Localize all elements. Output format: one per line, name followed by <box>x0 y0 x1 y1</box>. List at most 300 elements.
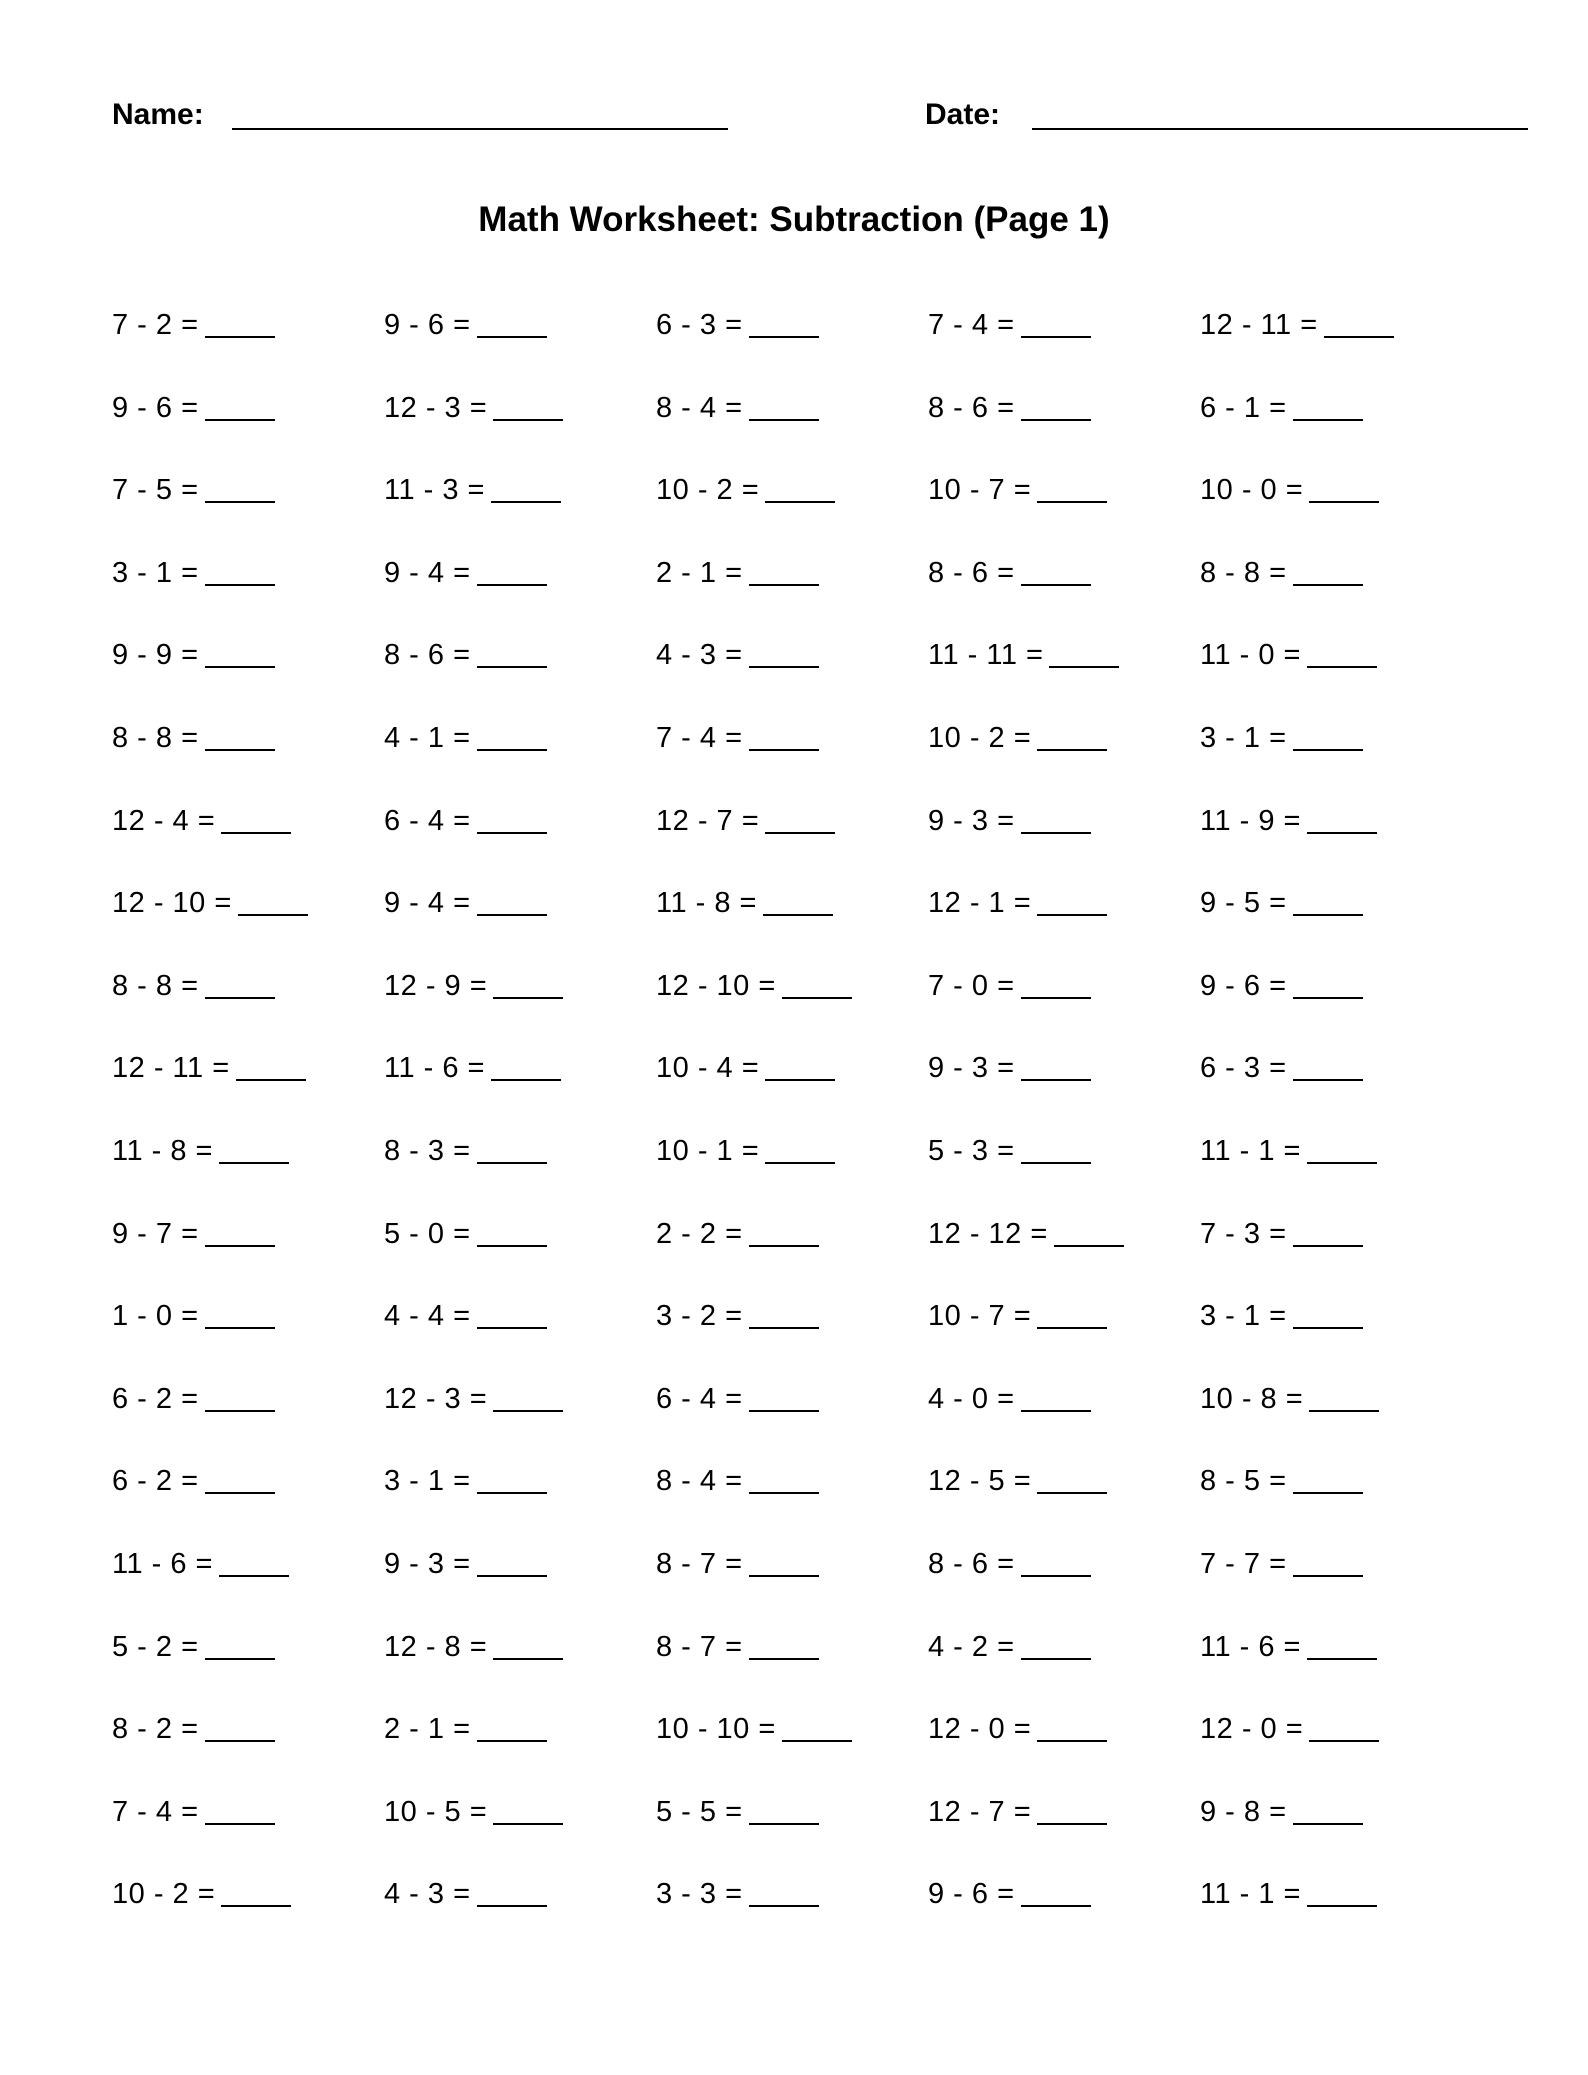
problem-expression: 11 - 0 = <box>1200 639 1301 672</box>
problem-item <box>928 1217 1200 1300</box>
problem-item <box>112 1217 384 1300</box>
answer-blank[interactable] <box>477 556 547 586</box>
problem-item <box>384 1547 656 1630</box>
problem-expression: 8 - 4 = <box>656 391 743 424</box>
problem-item <box>112 308 384 391</box>
problem-expression: 4 - 0 = <box>928 1382 1015 1415</box>
problem-item <box>384 1464 656 1547</box>
problem-item <box>384 1712 656 1795</box>
problem-expression: 5 - 3 = <box>928 1134 1015 1167</box>
problem-item <box>112 1134 384 1217</box>
answer-blank[interactable] <box>493 1795 563 1825</box>
problem-expression: 9 - 3 = <box>384 1547 471 1580</box>
answer-blank[interactable] <box>1037 721 1107 751</box>
answer-blank[interactable] <box>1307 638 1377 668</box>
answer-blank[interactable] <box>749 1299 819 1329</box>
problem-expression: 5 - 0 = <box>384 1217 471 1250</box>
problem-item <box>928 1630 1200 1713</box>
problem-expression: 9 - 6 = <box>1200 969 1287 1002</box>
problem-item <box>112 1382 384 1465</box>
problem-item <box>112 1712 384 1795</box>
problem-expression: 6 - 4 = <box>656 1382 743 1415</box>
problem-expression: 12 - 8 = <box>384 1630 488 1663</box>
problem-item <box>656 1712 928 1795</box>
problem-expression: 8 - 6 = <box>928 391 1015 424</box>
answer-blank[interactable] <box>493 391 563 421</box>
answer-blank[interactable] <box>1293 391 1363 421</box>
problem-item <box>384 638 656 721</box>
problem-item <box>384 556 656 639</box>
answer-blank[interactable] <box>749 721 819 751</box>
problem-expression: 12 - 0 = <box>928 1713 1032 1746</box>
answer-blank[interactable] <box>1037 1464 1107 1494</box>
problem-expression: 12 - 12 = <box>928 1217 1048 1250</box>
problem-expression: 8 - 8 = <box>1200 556 1287 589</box>
problem-expression: 11 - 11 = <box>928 639 1044 672</box>
problem-item <box>928 1299 1200 1382</box>
problem-item <box>928 556 1200 639</box>
problem-item <box>656 1630 928 1713</box>
problem-item <box>112 1630 384 1713</box>
problem-expression: 3 - 2 = <box>656 1300 743 1333</box>
answer-blank[interactable] <box>749 1877 819 1907</box>
problem-item <box>1200 1382 1472 1465</box>
answer-blank[interactable] <box>1307 1877 1377 1907</box>
answer-blank[interactable] <box>1021 1630 1091 1660</box>
answer-blank[interactable] <box>1021 556 1091 586</box>
answer-blank[interactable] <box>749 556 819 586</box>
problem-expression: 8 - 7 = <box>656 1547 743 1580</box>
problem-item <box>928 473 1200 556</box>
problem-expression: 12 - 5 = <box>928 1465 1032 1498</box>
problem-expression: 12 - 0 = <box>1200 1713 1304 1746</box>
problem-expression: 7 - 2 = <box>112 309 199 341</box>
page-title: Math Worksheet: Subtraction (Page 1) <box>478 200 1110 239</box>
name-label: Name: <box>112 98 204 131</box>
problem-item <box>656 1217 928 1300</box>
answer-blank[interactable] <box>1293 886 1363 916</box>
problem-item <box>656 1547 928 1630</box>
answer-blank[interactable] <box>205 308 275 338</box>
answer-blank[interactable] <box>749 1464 819 1494</box>
answer-blank[interactable] <box>763 886 833 916</box>
answer-blank[interactable] <box>1021 1134 1091 1164</box>
problem-expression: 12 - 7 = <box>656 804 760 837</box>
answer-blank[interactable] <box>1293 1547 1363 1577</box>
problem-item <box>1200 1630 1472 1713</box>
problem-item <box>384 1630 656 1713</box>
answer-blank[interactable] <box>749 1630 819 1660</box>
problem-item <box>656 1877 928 1960</box>
problem-expression: 10 - 4 = <box>656 1052 760 1085</box>
problem-expression: 4 - 3 = <box>384 1878 471 1911</box>
problem-expression: 9 - 3 = <box>928 1052 1015 1085</box>
problem-expression: 10 - 2 = <box>656 474 760 507</box>
answer-blank[interactable] <box>1293 1051 1363 1081</box>
problem-item <box>1200 1134 1472 1217</box>
problem-expression: 10 - 2 = <box>112 1878 216 1911</box>
answer-blank[interactable] <box>205 1217 275 1247</box>
problem-expression: 8 - 6 = <box>384 639 471 672</box>
problem-expression: 9 - 6 = <box>928 1878 1015 1911</box>
problem-item <box>1200 1051 1472 1134</box>
problem-item <box>112 969 384 1052</box>
answer-blank[interactable] <box>205 1795 275 1825</box>
answer-blank[interactable] <box>1324 308 1394 338</box>
problem-item <box>656 1051 928 1134</box>
problem-expression: 9 - 4 = <box>384 556 471 589</box>
problem-item <box>1200 1795 1472 1878</box>
problem-item <box>112 473 384 556</box>
problem-item <box>928 638 1200 721</box>
problem-expression: 5 - 5 = <box>656 1795 743 1828</box>
problem-expression: 11 - 8 = <box>656 887 757 920</box>
problem-expression: 6 - 2 = <box>112 1465 199 1498</box>
problem-expression: 7 - 3 = <box>1200 1217 1287 1250</box>
problem-expression: 3 - 1 = <box>384 1465 471 1498</box>
problem-expression: 10 - 1 = <box>656 1134 760 1167</box>
answer-blank[interactable] <box>1037 1299 1107 1329</box>
answer-blank[interactable] <box>1293 1299 1363 1329</box>
problem-expression: 6 - 1 = <box>1200 391 1287 424</box>
answer-blank[interactable] <box>1037 1795 1107 1825</box>
answer-blank[interactable] <box>221 804 291 834</box>
problem-item <box>112 1464 384 1547</box>
answer-blank[interactable] <box>782 969 852 999</box>
problem-expression: 12 - 10 = <box>656 969 776 1002</box>
answer-blank[interactable] <box>1021 391 1091 421</box>
answer-blank[interactable] <box>477 1134 547 1164</box>
problem-item <box>384 804 656 887</box>
problem-item <box>928 308 1200 391</box>
problem-item <box>656 1795 928 1878</box>
answer-blank[interactable] <box>1293 969 1363 999</box>
problem-expression: 6 - 4 = <box>384 804 471 837</box>
problem-expression: 8 - 8 = <box>112 969 199 1002</box>
answer-blank[interactable] <box>1021 1382 1091 1412</box>
problem-item <box>928 1464 1200 1547</box>
answer-blank[interactable] <box>477 1217 547 1247</box>
problem-item <box>928 391 1200 474</box>
answer-blank[interactable] <box>1021 1051 1091 1081</box>
answer-blank[interactable] <box>765 804 835 834</box>
answer-blank[interactable] <box>493 1630 563 1660</box>
problem-item <box>112 1299 384 1382</box>
answer-blank[interactable] <box>238 886 308 916</box>
problem-item <box>384 1217 656 1300</box>
problem-item <box>928 1547 1200 1630</box>
answer-blank[interactable] <box>205 638 275 668</box>
problem-expression: 4 - 4 = <box>384 1300 471 1333</box>
problem-expression: 1 - 0 = <box>112 1300 199 1333</box>
problem-item <box>928 1134 1200 1217</box>
problem-expression: 12 - 3 = <box>384 391 488 424</box>
answer-blank[interactable] <box>1037 473 1107 503</box>
problem-item <box>1200 1217 1472 1300</box>
problem-expression: 8 - 6 = <box>928 556 1015 589</box>
problem-grid <box>112 308 1472 1960</box>
problem-expression: 11 - 1 = <box>1200 1134 1301 1167</box>
answer-blank[interactable] <box>236 1051 306 1081</box>
problem-item <box>1200 308 1472 391</box>
answer-blank[interactable] <box>749 1217 819 1247</box>
answer-blank[interactable] <box>477 886 547 916</box>
answer-blank[interactable] <box>749 1547 819 1577</box>
answer-blank[interactable] <box>749 391 819 421</box>
problem-item <box>112 556 384 639</box>
problem-item <box>1200 969 1472 1052</box>
answer-blank[interactable] <box>1307 1630 1377 1660</box>
problem-item <box>656 886 928 969</box>
problem-item <box>656 1299 928 1382</box>
answer-blank[interactable] <box>491 473 561 503</box>
problem-item <box>928 1051 1200 1134</box>
answer-blank[interactable] <box>1307 804 1377 834</box>
problem-item <box>1200 886 1472 969</box>
answer-blank[interactable] <box>477 1299 547 1329</box>
problem-expression: 3 - 3 = <box>656 1878 743 1911</box>
problem-item <box>1200 638 1472 721</box>
answer-blank[interactable] <box>205 721 275 751</box>
problem-expression: 12 - 1 = <box>928 887 1032 920</box>
problem-item <box>928 1877 1200 1960</box>
problem-expression: 11 - 8 = <box>112 1134 213 1167</box>
problem-expression: 6 - 2 = <box>112 1382 199 1415</box>
answer-blank[interactable] <box>205 1630 275 1660</box>
problem-expression: 10 - 8 = <box>1200 1382 1304 1415</box>
problem-expression: 10 - 5 = <box>384 1795 488 1828</box>
problem-item <box>656 308 928 391</box>
problem-expression: 12 - 4 = <box>112 804 216 837</box>
problem-item <box>112 1547 384 1630</box>
problem-expression: 8 - 5 = <box>1200 1465 1287 1498</box>
problem-expression: 9 - 8 = <box>1200 1795 1287 1828</box>
answer-blank[interactable] <box>493 1382 563 1412</box>
answer-blank[interactable] <box>493 969 563 999</box>
problem-item <box>656 969 928 1052</box>
problem-expression: 9 - 6 = <box>112 391 199 424</box>
problem-expression: 12 - 7 = <box>928 1795 1032 1828</box>
problem-item <box>656 1382 928 1465</box>
problem-expression: 9 - 3 = <box>928 804 1015 837</box>
problem-expression: 11 - 9 = <box>1200 804 1301 837</box>
problem-expression: 9 - 7 = <box>112 1217 199 1250</box>
date-label: Date: <box>925 98 1001 131</box>
problem-expression: 10 - 10 = <box>656 1713 776 1746</box>
problem-item <box>384 1134 656 1217</box>
problem-item <box>1200 804 1472 887</box>
problem-item <box>112 638 384 721</box>
problem-item <box>112 804 384 887</box>
answer-blank[interactable] <box>1309 1382 1379 1412</box>
problem-expression: 3 - 1 = <box>1200 1300 1287 1333</box>
problem-expression: 12 - 10 = <box>112 887 232 920</box>
answer-blank[interactable] <box>1293 1795 1363 1825</box>
problem-expression: 4 - 3 = <box>656 639 743 672</box>
answer-blank[interactable] <box>765 473 835 503</box>
answer-blank[interactable] <box>749 1382 819 1412</box>
answer-blank[interactable] <box>1293 721 1363 751</box>
problem-item <box>384 1877 656 1960</box>
answer-blank[interactable] <box>205 556 275 586</box>
answer-blank[interactable] <box>1293 1464 1363 1494</box>
answer-blank[interactable] <box>1021 1547 1091 1577</box>
answer-blank[interactable] <box>782 1712 852 1742</box>
problem-expression: 5 - 2 = <box>112 1630 199 1663</box>
answer-blank[interactable] <box>477 1877 547 1907</box>
answer-blank[interactable] <box>219 1134 289 1164</box>
problem-expression: 2 - 1 = <box>384 1713 471 1746</box>
answer-blank[interactable] <box>749 638 819 668</box>
problem-item <box>1200 1877 1472 1960</box>
problem-item <box>384 969 656 1052</box>
problem-item <box>1200 473 1472 556</box>
problem-expression: 12 - 9 = <box>384 969 488 1002</box>
problem-expression: 12 - 3 = <box>384 1382 488 1415</box>
problem-item <box>112 1051 384 1134</box>
problem-item <box>928 1795 1200 1878</box>
problem-item <box>112 1795 384 1878</box>
date-field-line[interactable] <box>1032 128 1528 130</box>
answer-blank[interactable] <box>205 1464 275 1494</box>
answer-blank[interactable] <box>749 308 819 338</box>
problem-expression: 6 - 3 = <box>1200 1052 1287 1085</box>
problem-item <box>1200 556 1472 639</box>
answer-blank[interactable] <box>477 721 547 751</box>
problem-expression: 7 - 0 = <box>928 969 1015 1002</box>
problem-item <box>384 1795 656 1878</box>
answer-blank[interactable] <box>205 1299 275 1329</box>
answer-blank[interactable] <box>1037 1712 1107 1742</box>
problem-item <box>112 721 384 804</box>
problem-item <box>1200 1464 1472 1547</box>
problem-expression: 11 - 6 = <box>112 1547 213 1580</box>
answer-blank[interactable] <box>1293 1217 1363 1247</box>
problem-item <box>384 1051 656 1134</box>
problem-item <box>656 1464 928 1547</box>
answer-blank[interactable] <box>1293 556 1363 586</box>
problem-expression: 8 - 6 = <box>928 1547 1015 1580</box>
problem-item <box>1200 1547 1472 1630</box>
problem-item <box>384 1382 656 1465</box>
problem-expression: 12 - 11 = <box>112 1052 230 1085</box>
problem-expression: 9 - 5 = <box>1200 887 1287 920</box>
problem-expression: 2 - 1 = <box>656 556 743 589</box>
problem-item <box>1200 391 1472 474</box>
answer-blank[interactable] <box>1021 804 1091 834</box>
problem-item <box>384 721 656 804</box>
problem-expression: 3 - 1 = <box>1200 721 1287 754</box>
problem-item <box>656 804 928 887</box>
problem-item <box>1200 1299 1472 1382</box>
problem-item <box>1200 721 1472 804</box>
answer-blank[interactable] <box>1309 473 1379 503</box>
answer-blank[interactable] <box>205 391 275 421</box>
problem-expression: 7 - 4 = <box>928 309 1015 341</box>
problem-expression: 10 - 7 = <box>928 1300 1032 1333</box>
problem-item <box>1200 1712 1472 1795</box>
problem-item <box>656 556 928 639</box>
problem-expression: 3 - 1 = <box>112 556 199 589</box>
problem-expression: 7 - 4 = <box>112 1795 199 1828</box>
problem-item <box>384 473 656 556</box>
answer-blank[interactable] <box>1309 1712 1379 1742</box>
problem-expression: 2 - 2 = <box>656 1217 743 1250</box>
answer-blank[interactable] <box>205 1712 275 1742</box>
problem-expression: 4 - 2 = <box>928 1630 1015 1663</box>
answer-blank[interactable] <box>491 1051 561 1081</box>
answer-blank[interactable] <box>1054 1217 1124 1247</box>
answer-blank[interactable] <box>1021 1877 1091 1907</box>
problem-item <box>384 886 656 969</box>
answer-blank[interactable] <box>1307 1134 1377 1164</box>
problem-item <box>928 1712 1200 1795</box>
answer-blank[interactable] <box>477 308 547 338</box>
answer-blank[interactable] <box>477 1464 547 1494</box>
problem-item <box>928 804 1200 887</box>
answer-blank[interactable] <box>1037 886 1107 916</box>
problem-expression: 8 - 2 = <box>112 1713 199 1746</box>
answer-blank[interactable] <box>1021 308 1091 338</box>
problem-item <box>112 391 384 474</box>
problem-expression: 11 - 3 = <box>384 474 485 507</box>
problem-item <box>112 886 384 969</box>
problem-item <box>656 473 928 556</box>
problem-expression: 10 - 0 = <box>1200 474 1304 507</box>
answer-blank[interactable] <box>477 804 547 834</box>
problem-item <box>112 1877 384 1960</box>
answer-blank[interactable] <box>765 1051 835 1081</box>
problem-expression: 8 - 3 = <box>384 1134 471 1167</box>
problem-item <box>384 391 656 474</box>
problem-item <box>656 721 928 804</box>
answer-blank[interactable] <box>1049 638 1119 668</box>
problem-item <box>928 969 1200 1052</box>
problem-expression: 4 - 1 = <box>384 721 471 754</box>
problem-expression: 11 - 6 = <box>1200 1630 1301 1663</box>
problem-item <box>656 1134 928 1217</box>
problem-expression: 6 - 3 = <box>656 309 743 341</box>
answer-blank[interactable] <box>221 1877 291 1907</box>
problem-item <box>928 1382 1200 1465</box>
problem-item <box>384 1299 656 1382</box>
problem-item <box>656 638 928 721</box>
problem-item <box>928 721 1200 804</box>
problem-expression: 7 - 5 = <box>112 474 199 507</box>
problem-expression: 8 - 4 = <box>656 1465 743 1498</box>
answer-blank[interactable] <box>477 1547 547 1577</box>
answer-blank[interactable] <box>477 1712 547 1742</box>
answer-blank[interactable] <box>1021 969 1091 999</box>
problem-expression: 9 - 4 = <box>384 887 471 920</box>
problem-expression: 8 - 8 = <box>112 721 199 754</box>
problem-item <box>384 308 656 391</box>
problem-item <box>656 391 928 474</box>
answer-blank[interactable] <box>219 1547 289 1577</box>
answer-blank[interactable] <box>749 1795 819 1825</box>
answer-blank[interactable] <box>477 638 547 668</box>
answer-blank[interactable] <box>205 473 275 503</box>
answer-blank[interactable] <box>765 1134 835 1164</box>
answer-blank[interactable] <box>205 969 275 999</box>
name-field-line[interactable] <box>232 128 728 130</box>
problem-expression: 12 - 11 = <box>1200 309 1318 341</box>
problem-expression: 7 - 7 = <box>1200 1547 1287 1580</box>
problem-expression: 11 - 1 = <box>1200 1878 1301 1911</box>
problem-expression: 9 - 6 = <box>384 309 471 341</box>
problem-expression: 11 - 6 = <box>384 1052 485 1085</box>
answer-blank[interactable] <box>205 1382 275 1412</box>
